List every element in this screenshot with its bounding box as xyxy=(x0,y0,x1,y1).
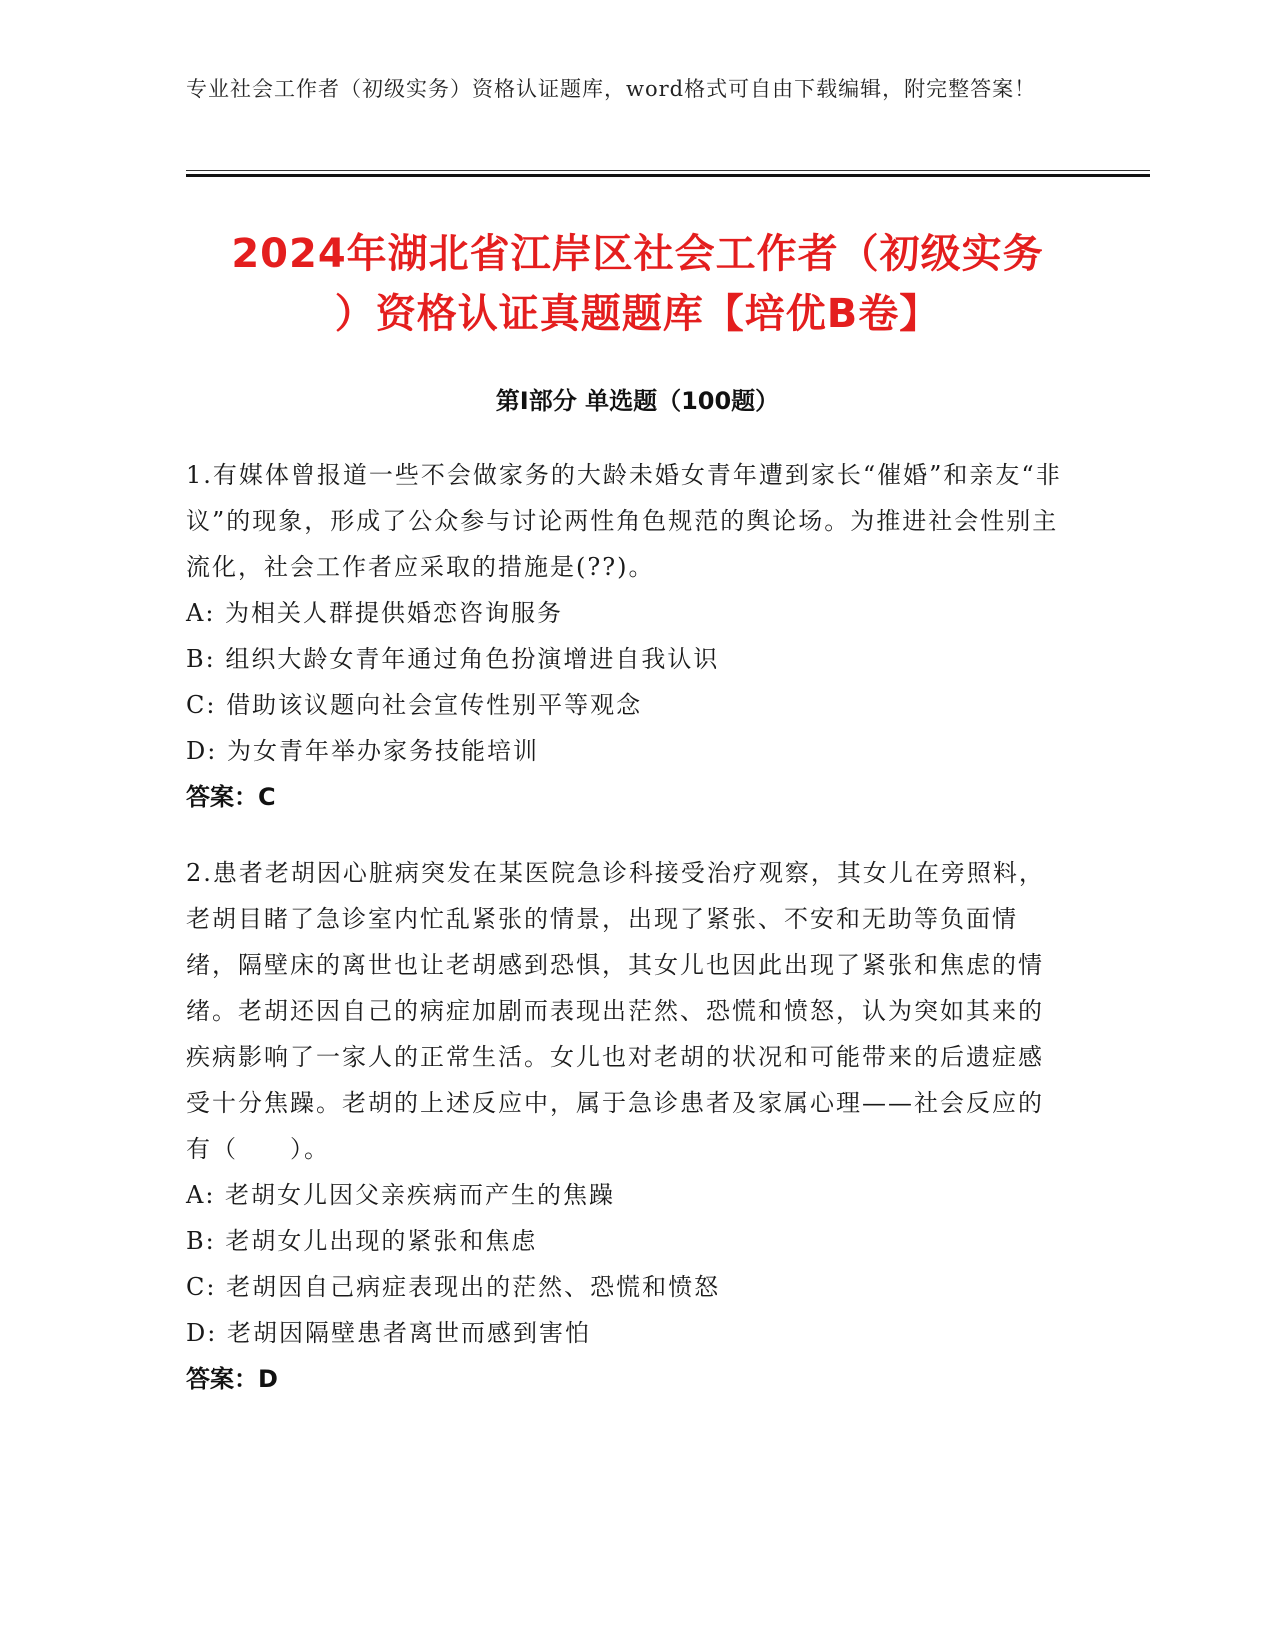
option-d: D: 为女青年举办家务技能培训 xyxy=(186,737,539,765)
question-stem: 2.患者老胡因心脏病突发在某医院急诊科接受治疗观察，其女儿在旁照料，老胡目睹了急诊室内忙乱紧张的情景，出现了紧张、不安和无助等负面情绪，隔壁床的离世也让老胡感到恐惧，其女儿也因此出现了紧张和焦虑的情绪。老胡还因自己的病症加剧而表现出茫然、恐慌和愤怒，认为突如其来的疾病影响了一家人的正常生活。女儿也对老胡的状况和可能带来的后遗症感受十分焦躁。老胡的上述反应中，属于急诊患者及家属心理——社会反应的有（ ）。 xyxy=(186,859,1045,1163)
option-c: C: 老胡因自己病症表现出的茫然、恐慌和愤怒 xyxy=(186,1273,721,1301)
option-b: B: 老胡女儿出现的紧张和焦虑 xyxy=(186,1227,538,1255)
document-title xyxy=(150,224,1125,344)
option-c: C: 借助该议题向社会宣传性别平等观念 xyxy=(186,691,643,719)
header-divider-thin xyxy=(186,170,1150,171)
option-b: B: 组织大龄女青年通过角色扮演增进自我认识 xyxy=(186,645,720,673)
question-stem: 1.有媒体曾报道一些不会做家务的大龄未婚女青年遭到家长“催婚”和亲友“非议”的现象，形成了公众参与讨论两性角色规范的舆论场。为推进社会性别主流化，社会工作者应采取的措施是(??)。 xyxy=(186,461,1062,581)
option-a: A: 为相关人群提供婚恋咨询服务 xyxy=(186,599,564,627)
option-a: A: 老胡女儿因父亲疾病而产生的焦躁 xyxy=(186,1181,616,1209)
document-title-line-1: 2024年湖北省江岸区社会工作者（初级实务 xyxy=(231,231,1044,277)
question-1 xyxy=(186,452,1066,820)
answer-label: 答案：C xyxy=(186,783,276,811)
option-d: D: 老胡因隔壁患者离世而感到害怕 xyxy=(186,1319,591,1347)
section-heading: 第Ⅰ部分 单选题（100题） xyxy=(495,387,780,415)
header-note: 专业社会工作者（初级实务）资格认证题库，word格式可自由下载编辑，附完整答案！ xyxy=(186,77,1037,101)
header-divider-thick xyxy=(186,174,1150,177)
question-2 xyxy=(186,850,1066,1402)
answer-label: 答案：D xyxy=(186,1365,278,1393)
document-title-line-2: ）资格认证真题题库【培优B卷】 xyxy=(334,291,941,337)
